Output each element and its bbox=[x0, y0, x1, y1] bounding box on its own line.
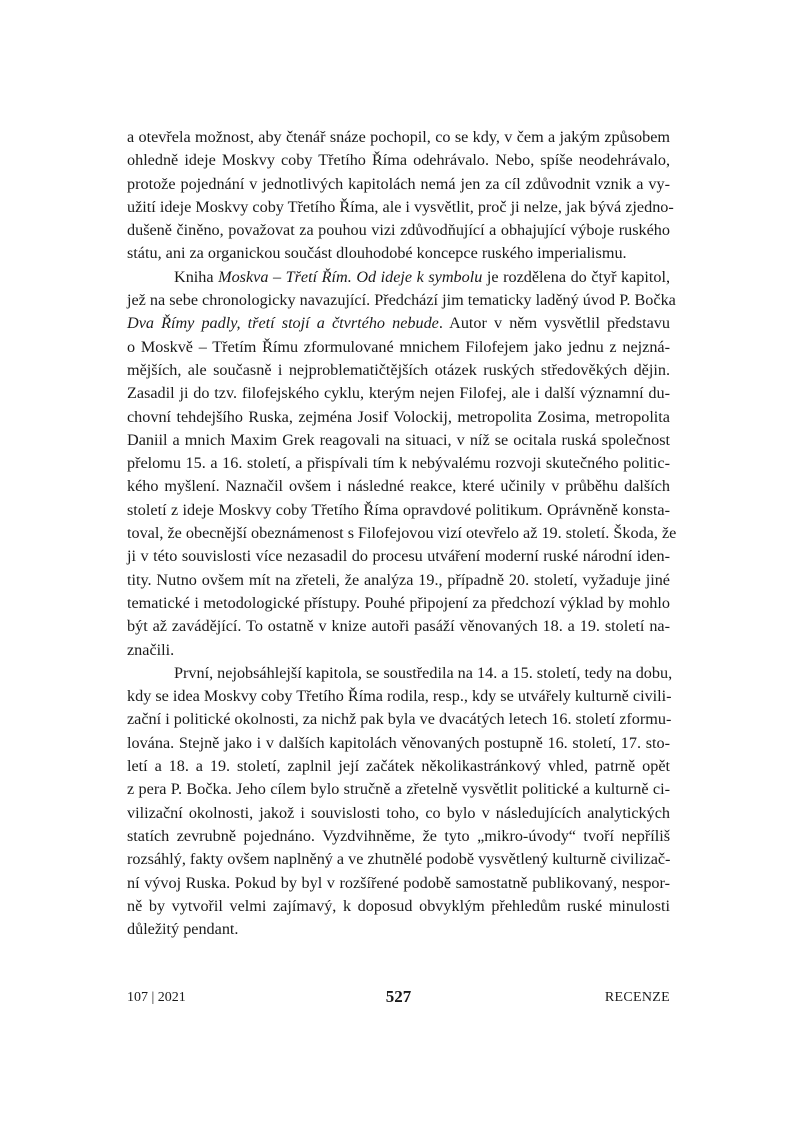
text-line: tity. Nutno ovšem mít na zřeteli, že analýza 19., případně 20. století, vyžaduje jiné bbox=[127, 570, 670, 589]
text-line: chovní tehdejšího Ruska, zejména Josif Volockij, metropolita Zosima, metropolita bbox=[127, 407, 670, 426]
issue-label: 107 | 2021 bbox=[127, 990, 186, 1005]
section-label: RECENZE bbox=[604, 990, 670, 1005]
text-line: letí a 18. a 19. století, zaplnil její začátek několikastránkový vhled, patrně opět bbox=[127, 757, 670, 776]
text-line: ji v této souvislosti více nezasadil do procesu utváření moderní ruské národní iden- bbox=[127, 547, 670, 566]
page-number: 527 bbox=[385, 987, 412, 1006]
paragraph-2 bbox=[127, 266, 677, 662]
text-line: století z ideje Moskvy coby Třetího Říma opravdové politikum. Oprávněně konsta- bbox=[127, 500, 670, 519]
text-line: rozsáhlý, fakty ovšem naplněný a ve zhutnělé podobě vysvětlený kulturně civilizač- bbox=[127, 850, 671, 869]
paragraph-1 bbox=[127, 126, 674, 266]
text-line: První, nejobsáhlejší kapitola, se soustředila na 14. a 15. století, tedy na dobu, bbox=[174, 663, 673, 682]
text-line: důležitý pendant. bbox=[127, 920, 239, 939]
text-line: kdy se idea Moskvy coby Třetího Říma rodila, resp., kdy se utvářely kulturně civili- bbox=[127, 687, 672, 706]
text-line: kého myšlení. Naznačil ovšem i následné reakce, které učinily v průběhu dalších bbox=[127, 477, 670, 496]
text-line bbox=[127, 312, 670, 335]
text-line: mějších, ale současně i nejproblematičtějších otázek ruských středověkých dějin. bbox=[127, 360, 670, 379]
text-run: je rozdělena do čtyř kapitol, bbox=[482, 267, 671, 286]
text-line: značili. bbox=[127, 640, 175, 659]
text-run: Kniha bbox=[174, 267, 219, 286]
text-line: Zasadil ji do tzv. filofejského cyklu, kterým nejen Filofej, ale i další významní du- bbox=[127, 384, 670, 403]
text-line: z pera P. Bočka. Jeho cílem bylo stručně a zřetelně vysvětlit politické a kulturně ci- bbox=[127, 780, 670, 799]
text-line: dušeně činěno, považovat za pouhou vizi zdůvodňující a obhajující výboje ruského bbox=[127, 221, 670, 240]
text-line: toval, že obecnější obeznámenost s Filofejovou vizí otevřelo až 19. století. Škoda, že bbox=[127, 524, 677, 543]
text-line: lována. Stejně jako i v dalších kapitolách věnovaných postupně 16. století, 17. sto- bbox=[127, 733, 670, 752]
text-line: ohledně ideje Moskvy coby Třetího Říma odehrávalo. Nebo, spíše neodehrávalo, bbox=[127, 151, 670, 170]
text-line: ní vývoj Ruska. Pokud by byl v rozšířené podobě samostatně publikovaný, nespor- bbox=[127, 873, 670, 892]
text-line: přelomu 15. a 16. století, a přispívali tím k nebývalému rozvoji skutečného politic- bbox=[127, 454, 670, 473]
text-line: o Moskvě – Třetím Římu zformulované mnichem Filofejem jako jednu z nejzná- bbox=[127, 337, 670, 356]
text-line bbox=[127, 266, 670, 289]
paragraph-3 bbox=[127, 662, 673, 942]
page-footer bbox=[127, 987, 670, 1011]
text-line: jež na sebe chronologicky navazující. Předchází jim tematicky laděný úvod P. Bočka bbox=[127, 291, 676, 310]
text-run: . Autor v něm vysvětlil představu bbox=[438, 314, 670, 333]
text-line: ně by vytvořil velmi zajímavý, k doposud obvyklým přehledům ruské minulosti bbox=[127, 896, 670, 915]
book-title: Moskva – Třetí Řím. Od ideje k symbolu bbox=[218, 267, 483, 286]
text-line: protože pojednání v jednotlivých kapitolách nemá jen za cíl zdůvodnit vznik a vy- bbox=[127, 174, 670, 193]
text-line: být až zavádějící. To ostatně v knize autoři pasáží věnovaných 18. a 19. století na- bbox=[127, 617, 670, 636]
text-line: tematické i metodologické přístupy. Pouhé připojení za předchozí výklad by mohlo bbox=[127, 593, 670, 612]
text-line: vilizační okolnosti, jakož i souvislosti toho, co bylo v následujících analytických bbox=[127, 803, 670, 822]
intro-title: Dva Římy padly, třetí stojí a čtvrtého nebude bbox=[127, 314, 439, 333]
text-line: statích zevrubně pojednáno. Vyzdvihněme, že tyto „mikro-úvody“ tvoří nepříliš bbox=[127, 826, 670, 845]
text-line: užití ideje Moskvy coby Třetího Říma, ale i vysvětlit, proč ji nelze, jak bývá zjedno- bbox=[127, 197, 674, 216]
body-text bbox=[127, 126, 677, 941]
text-line: státu, ani za organickou součást dlouhodobé koncepce ruského imperialismu. bbox=[127, 244, 627, 263]
text-line: Daniil a mnich Maxim Grek reagovali na situaci, v níž se ocitala ruská společnost bbox=[127, 430, 670, 449]
text-line: zační i politické okolnosti, za nichž pak byla ve dvacátých letech 16. století zformu- bbox=[127, 710, 672, 729]
text-line: a otevřela možnost, aby čtenář snáze pochopil, co se kdy, v čem a jakým způsobem bbox=[127, 128, 670, 146]
